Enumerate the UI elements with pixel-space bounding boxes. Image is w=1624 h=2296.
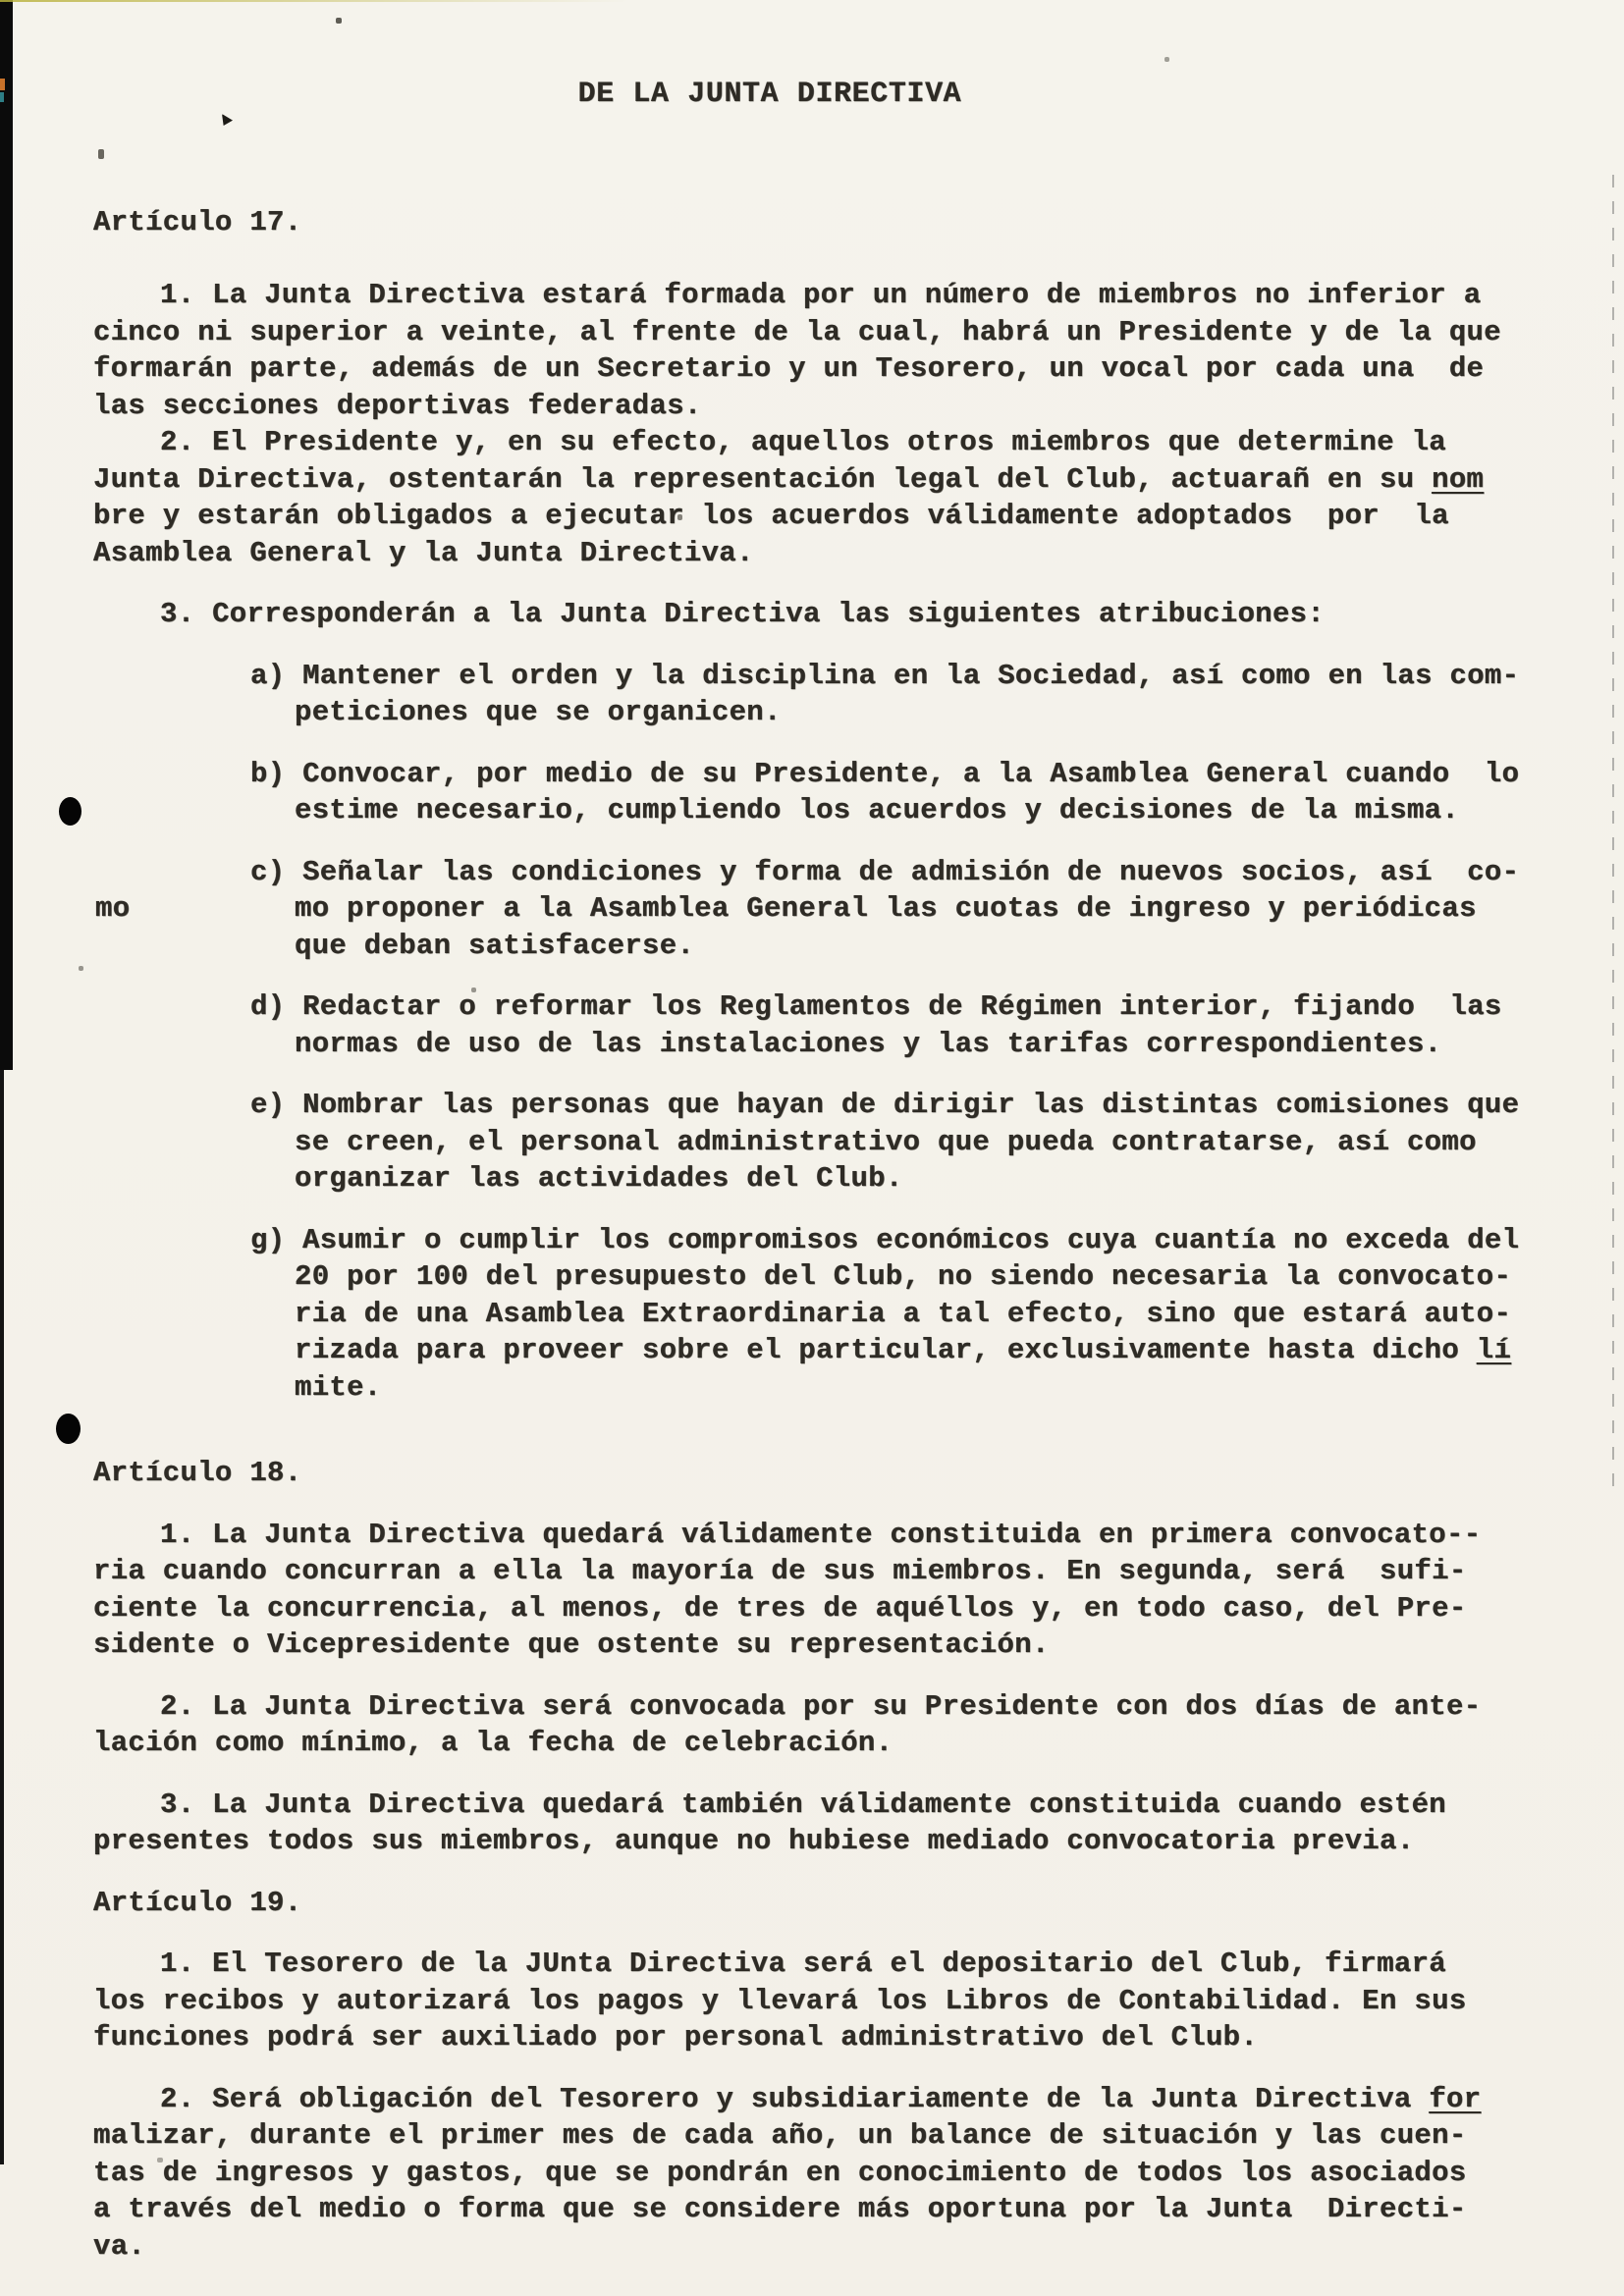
document-line: 20 por 100 del presupuesto del Club, no siendo necesaria la convocato- xyxy=(295,1260,1512,1293)
underlined-syllable: for xyxy=(1429,2082,1482,2115)
document-line: que deban satisfacerse. xyxy=(295,929,695,962)
document-line: e) Nombrar las personas que hayan de dirigir las distintas comisiones que xyxy=(250,1089,1520,1121)
margin-correction-note: mo xyxy=(95,892,131,925)
document-line: bre y estarán obligados a ejecutar los acuerdos válidamente adoptados por la xyxy=(93,500,1449,532)
document-line: ria de una Asamblea Extraordinaria a tal efecto, sino que estará auto- xyxy=(295,1297,1512,1330)
document-line: mo proponer a la Asamblea General las cuotas de ingreso y periódicas mo xyxy=(93,890,1595,928)
underlined-syllable: nom xyxy=(1432,462,1485,496)
document-line: funciones podrá ser auxiliado por personal administrativo del Club. xyxy=(93,2021,1259,2054)
document-line: b) Convocar, por medio de su Presidente, a la Asamblea General cuando lo xyxy=(250,757,1520,790)
scan-edge-artifact xyxy=(0,92,4,102)
document-line: Junta Directiva, ostentarán la representación legal del Club, actuarañ en su nom xyxy=(93,462,1485,496)
scan-edge-artifact xyxy=(1612,175,1614,1490)
document-line: malizar, durante el primer mes de cada año, un balance de situación y las cuen- xyxy=(93,2119,1467,2152)
hole-punch-mark xyxy=(59,797,81,826)
document-line: d) Redactar o reformar los Reglamentos de Régimen interior, fijando las xyxy=(250,990,1502,1023)
article-heading-line: Artículo 18. xyxy=(93,1457,302,1489)
scan-edge-artifact xyxy=(0,0,628,2)
document-line: 2. El Presidente y, en su efecto, aquellos otros miembros que determine la xyxy=(160,426,1447,458)
document-line: 3. Corresponderán a la Junta Directiva las siguientes atribuciones: xyxy=(160,598,1326,630)
document-line: sidente o Vicepresidente que ostente su representación. xyxy=(93,1629,1050,1661)
document-line: tas de ingresos y gastos, que se pondrán en conocimiento de todos los asociados xyxy=(93,2156,1467,2189)
document-line: las secciones deportivas federadas. xyxy=(93,389,702,422)
document-line: normas de uso de las instalaciones y las tarifas correspondientes. xyxy=(295,1027,1442,1060)
document-line: 3. La Junta Directiva quedará también válidamente constituida cuando estén xyxy=(160,1788,1447,1821)
document-line: ria cuando concurran a ella la mayoría de sus miembros. En segunda, será sufi- xyxy=(93,1555,1467,1587)
document-line: 1. El Tesorero de la JUnta Directiva será el depositario del Club, firmará xyxy=(160,1948,1447,1980)
document-line: c) Señalar las condiciones y forma de admisión de nuevos socios, así co- xyxy=(250,855,1520,888)
text-block xyxy=(93,39,1595,2265)
document-line: mite. xyxy=(295,1370,382,1404)
document-line: 1. La Junta Directiva quedará válidamente constituida en primera convocato-- xyxy=(160,1518,1482,1551)
document-line: formarán parte, además de un Secretario y un Tesorero, un vocal por cada una de xyxy=(93,352,1485,385)
hole-punch-mark xyxy=(56,1414,81,1444)
document-line: 1. La Junta Directiva estará formada por un número de miembros no inferior a xyxy=(160,279,1482,311)
document-line: 2. La Junta Directiva será convocada por su Presidente con dos días de ante- xyxy=(160,1689,1482,1723)
article-heading-line: Artículo 19. xyxy=(93,1886,302,1919)
ink-speck xyxy=(336,18,342,24)
document-line: se creen, el personal administrativo que pueda contratarse, así como xyxy=(295,1125,1477,1158)
document-line: rizada para proveer sobre el particular, exclusivamente hasta dicho lí xyxy=(295,1334,1512,1366)
document-line: a través del medio o forma que se considere más oportuna por la Junta Directi- xyxy=(93,2193,1467,2225)
scan-edge-artifact xyxy=(0,1070,4,2164)
document-line: los recibos y autorizará los pagos y llevará los Libros de Contabilidad. En sus xyxy=(93,1984,1467,2017)
ink-speck xyxy=(79,966,83,971)
scan-edge-artifact xyxy=(0,0,13,1070)
document-title: DE LA JUNTA DIRECTIVA xyxy=(577,77,962,111)
document-line: ciente la concurrencia, al menos, de tres de aquéllos y, en todo caso, del Pre- xyxy=(93,1591,1467,1625)
article-heading-line: Artículo 17. xyxy=(93,205,302,239)
scan-edge-artifact xyxy=(0,79,5,90)
document-line: organizar las actividades del Club. xyxy=(295,1162,903,1195)
document-line: g) Asumir o cumplir los compromisos económicos cuya cuantía no exceda del xyxy=(250,1223,1520,1256)
document-line: va. xyxy=(93,2229,146,2263)
document-line: peticiones que se organicen. xyxy=(295,696,782,728)
document-line: estime necesario, cumpliendo los acuerdos y decisiones de la misma. xyxy=(295,794,1460,827)
document-line: presentes todos sus miembros, aunque no hubiese mediado convocatoria previa. xyxy=(93,1825,1415,1857)
document-line: Asamblea General y la Junta Directiva. xyxy=(93,536,754,569)
document-line: cinco ni superior a veinte, al frente de la cual, habrá un Presidente y de la que xyxy=(93,315,1501,348)
document-line: lación como mínimo, a la fecha de celebración. xyxy=(93,1727,893,1759)
underlined-syllable: lí xyxy=(1476,1334,1512,1366)
document-line: 2. Será obligación del Tesorero y subsidiariamente de la Junta Directiva for xyxy=(160,2082,1482,2115)
document-line: a) Mantener el orden y la disciplina en la Sociedad, así como en las com- xyxy=(250,659,1520,692)
